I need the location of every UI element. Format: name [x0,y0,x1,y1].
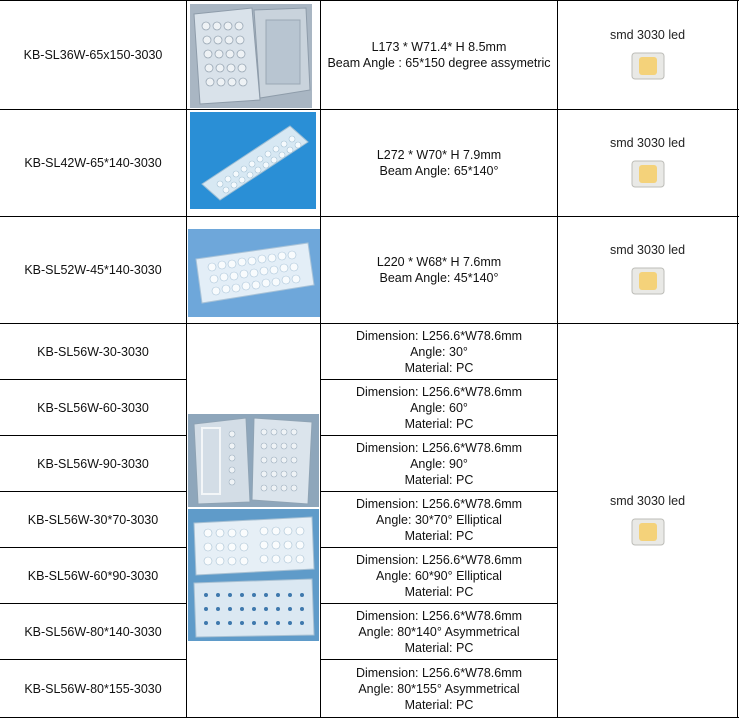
spec-material: Material: PC [404,416,474,431]
spec-dimension: Dimension: L256.6*W78.6mm [355,552,523,567]
spec-material: Material: PC [404,472,474,487]
spec-dimension: Dimension: L256.6*W78.6mm [355,384,523,399]
spec-cell [321,110,557,216]
spec-cell [321,660,557,717]
smd-led-icon [631,518,665,546]
model-name: KB-SL56W-60-3030 [37,400,149,415]
spec-dimension: L272 * W70* H 7.9mm [376,148,502,162]
led-cell [558,136,737,188]
spec-angle: Angle: 60*90° Elliptical [376,568,502,583]
column-divider [186,0,187,718]
model-cell [0,548,186,603]
spec-angle: Angle: 90° [410,456,468,471]
spec-material: Material: PC [404,640,474,655]
spec-beam-angle: Beam Angle : 65*150 degree assymetric [327,55,551,70]
model-cell [0,436,186,491]
model-name: KB-SL56W-60*90-3030 [27,568,159,583]
model-cell [0,660,186,717]
spec-dimension: Dimension: L256.6*W78.6mm [355,440,523,455]
model-name: KB-SL56W-80*155-3030 [24,681,162,696]
spec-material: Material: PC [404,528,474,543]
spec-material: Material: PC [404,697,474,712]
spec-dimension: Dimension: L256.6*W78.6mm [355,328,523,343]
led-cell [558,28,737,80]
spec-cell [321,436,557,491]
spec-dimension: Dimension: L256.6*W78.6mm [355,608,523,623]
spec-dimension: L220 * W68* H 7.6mm [376,255,502,269]
model-name: KB-SL56W-90-3030 [37,456,149,471]
lens-photo [190,4,312,108]
spec-material: Material: PC [404,360,474,375]
model-cell [0,604,186,659]
spec-material: Material: PC [404,584,474,599]
spec-cell [321,217,557,323]
led-label: smd 3030 led [609,136,686,150]
spec-beam-angle: Beam Angle: 65*140° [379,164,499,178]
model-name: KB-SL36W-65x150-3030 [23,47,163,62]
spec-dimension: Dimension: L256.6*W78.6mm [355,665,523,680]
spec-dimension: Dimension: L256.6*W78.6mm [355,496,523,511]
spec-angle: Angle: 60° [410,400,468,415]
led-cell [558,494,737,546]
model-name: KB-SL42W-65*140-3030 [24,156,162,170]
model-cell [0,380,186,435]
spec-cell [321,0,557,109]
model-name: KB-SL56W-30-3030 [37,344,149,359]
spec-cell [321,324,557,379]
led-label: smd 3030 led [609,494,686,508]
spec-cell [321,604,557,659]
lens-photo [188,509,319,641]
spec-beam-angle: Beam Angle: 45*140° [379,271,499,285]
spec-dimension: L173 * W71.4* H 8.5mm [371,39,507,54]
model-name: KB-SL52W-45*140-3030 [24,263,162,277]
smd-led-icon [631,267,665,295]
table-border [737,0,738,718]
model-cell [0,0,186,109]
spec-angle: Angle: 30*70° Elliptical [376,512,502,527]
column-divider [557,0,558,718]
model-cell [0,324,186,379]
spec-cell [321,492,557,547]
lens-photo [188,414,319,507]
lens-photo [188,229,320,317]
model-name: KB-SL56W-30*70-3030 [27,512,159,527]
smd-led-icon [631,52,665,80]
led-label: smd 3030 led [609,28,686,42]
model-cell [0,110,186,216]
smd-led-icon [631,160,665,188]
led-cell [558,243,737,295]
spec-cell [321,380,557,435]
led-label: smd 3030 led [609,243,686,257]
spec-angle: Angle: 80*155° Asymmetrical [358,681,520,696]
model-cell [0,217,186,323]
model-name: KB-SL56W-80*140-3030 [24,624,162,639]
spec-angle: Angle: 80*140° Asymmetrical [358,624,520,639]
spec-cell [321,548,557,603]
model-cell [0,492,186,547]
lens-photo [190,112,316,209]
spec-angle: Angle: 30° [410,344,468,359]
